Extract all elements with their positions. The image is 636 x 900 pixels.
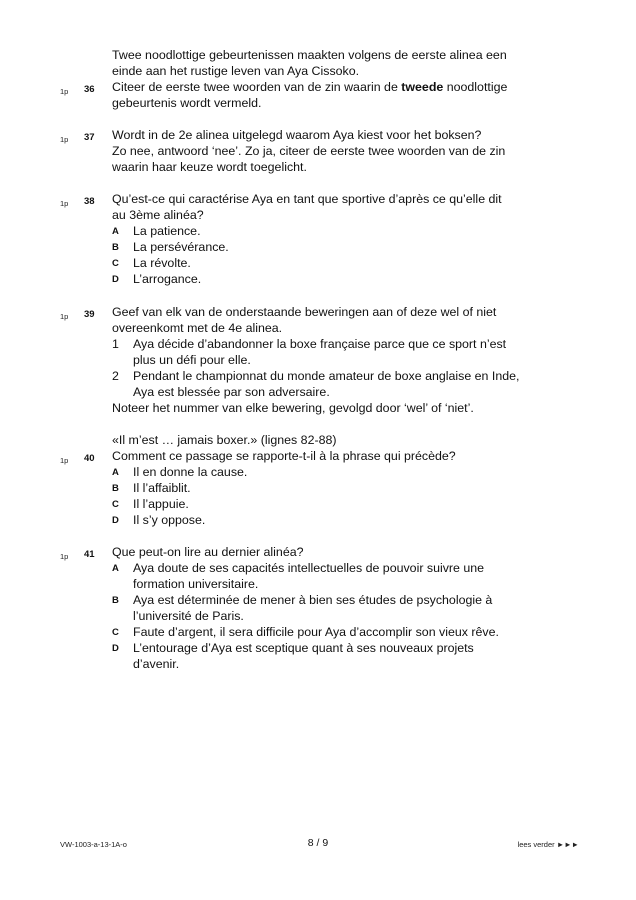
- option-text: La patience.: [133, 224, 201, 238]
- points-label: 1p: [60, 135, 69, 144]
- option-text: [133, 592, 553, 624]
- statement-line: Aya est blessée par son adversaire.: [133, 385, 330, 399]
- stem-line: [112, 79, 562, 95]
- option-line: Faute d’argent, il sera difficile pour Aya d’accomplir son vieux rêve.: [133, 625, 499, 639]
- option-letter: B: [112, 483, 119, 494]
- statement-number: 1: [112, 337, 119, 351]
- option-text: [133, 560, 553, 592]
- option-text: Il en donne la cause.: [133, 465, 248, 479]
- stem-line: Zo nee, antwoord ‘nee’. Zo ja, citeer de eerste twee woorden van de zin: [112, 144, 506, 158]
- option-letter: C: [112, 258, 119, 269]
- option-text: Il l’affaiblit.: [133, 481, 191, 495]
- points-label: 1p: [60, 312, 69, 321]
- question-number: 39: [84, 309, 95, 320]
- intro-line: einde aan het rustige leven van Aya Cissoko.: [112, 64, 360, 78]
- stem-line: overeenkomt met de 4e alinea.: [112, 321, 283, 335]
- option-letter: B: [112, 242, 119, 253]
- option-letter: C: [112, 499, 119, 510]
- exam-code: VW-1003-a-13-1A-o: [60, 840, 127, 849]
- statement-line: Pendant le championnat du monde amateur de boxe anglaise en Inde,: [133, 369, 520, 383]
- option-line: l’université de Paris.: [133, 609, 244, 623]
- option-letter: D: [112, 643, 119, 654]
- question-number: 41: [84, 549, 95, 560]
- statement-line: Aya décide d’abandonner la boxe française parce que ce sport n’est: [133, 337, 507, 351]
- points-label: 1p: [60, 456, 69, 465]
- points-label: 1p: [60, 199, 69, 208]
- points-label: 1p: [60, 552, 69, 561]
- quote-reference: «Il m’est … jamais boxer.» (lignes 82-88): [112, 433, 337, 447]
- statement-text: [133, 368, 563, 400]
- option-text: [133, 640, 553, 672]
- question-number: 37: [84, 132, 95, 143]
- option-text: Il s’y oppose.: [133, 513, 206, 527]
- question-number: 36: [84, 84, 95, 95]
- question-stem: Comment ce passage se rapporte-t-il à la phrase qui précède?: [112, 449, 456, 463]
- statement-line: plus un défi pour elle.: [133, 353, 251, 367]
- question-stem: Que peut-on lire au dernier alinéa?: [112, 545, 304, 559]
- question-stem: [112, 304, 562, 336]
- option-letter: A: [112, 226, 119, 237]
- points-label: 1p: [60, 87, 69, 96]
- option-letter: A: [112, 467, 119, 478]
- option-line: L’entourage d’Aya est sceptique quant à ses nouveaux projets: [133, 641, 474, 655]
- option-line: d’avenir.: [133, 657, 180, 671]
- question-number: 38: [84, 196, 95, 207]
- option-text: [133, 624, 553, 640]
- option-letter: A: [112, 563, 119, 574]
- stem-line: waarin haar keuze wordt toegelicht.: [112, 160, 307, 174]
- option-line: Aya doute de ses capacités intellectuelles de pouvoir suivre une: [133, 561, 485, 575]
- stem-line: Qu’est-ce qui caractérise Aya en tant que sportive d’après ce qu’elle dit: [112, 192, 502, 206]
- option-text: L’arrogance.: [133, 272, 202, 286]
- option-letter: D: [112, 274, 119, 285]
- stem-line: Wordt in de 2e alinea uitgelegd waarom Aya kiest voor het boksen?: [112, 128, 482, 142]
- option-letter: D: [112, 515, 119, 526]
- question-stem: [112, 79, 562, 111]
- intro-line: Twee noodlottige gebeurtenissen maakten volgens de eerste alinea een: [112, 48, 507, 62]
- instruction-text: Noteer het nummer van elke bewering, gevolgd door ‘wel’ of ‘niet’.: [112, 401, 474, 415]
- stem-text: Citeer de eerste twee woorden van de zin waarin de: [112, 80, 402, 94]
- stem-line: au 3ème alinéa?: [112, 208, 204, 222]
- intro-text: [112, 47, 562, 79]
- statement-text: [133, 336, 563, 368]
- option-letter: C: [112, 627, 119, 638]
- option-text: La persévérance.: [133, 240, 229, 254]
- question-stem: [112, 127, 562, 175]
- option-line: formation universitaire.: [133, 577, 259, 591]
- continue-indicator: lees verder ►►►: [517, 840, 579, 849]
- option-line: Aya est déterminée de mener à bien ses études de psychologie à: [133, 593, 493, 607]
- stem-line: Geef van elk van de onderstaande beweringen aan of deze wel of niet: [112, 305, 497, 319]
- stem-line: gebeurtenis wordt vermeld.: [112, 96, 262, 110]
- option-text: La révolte.: [133, 256, 191, 270]
- statement-number: 2: [112, 369, 119, 383]
- stem-emphasis: tweede: [401, 80, 444, 94]
- option-letter: B: [112, 595, 119, 606]
- question-number: 40: [84, 453, 95, 464]
- page-number: 8 / 9: [307, 837, 329, 849]
- stem-text: noodlottige: [443, 80, 508, 94]
- option-text: Il l’appuie.: [133, 497, 189, 511]
- question-stem: [112, 191, 562, 223]
